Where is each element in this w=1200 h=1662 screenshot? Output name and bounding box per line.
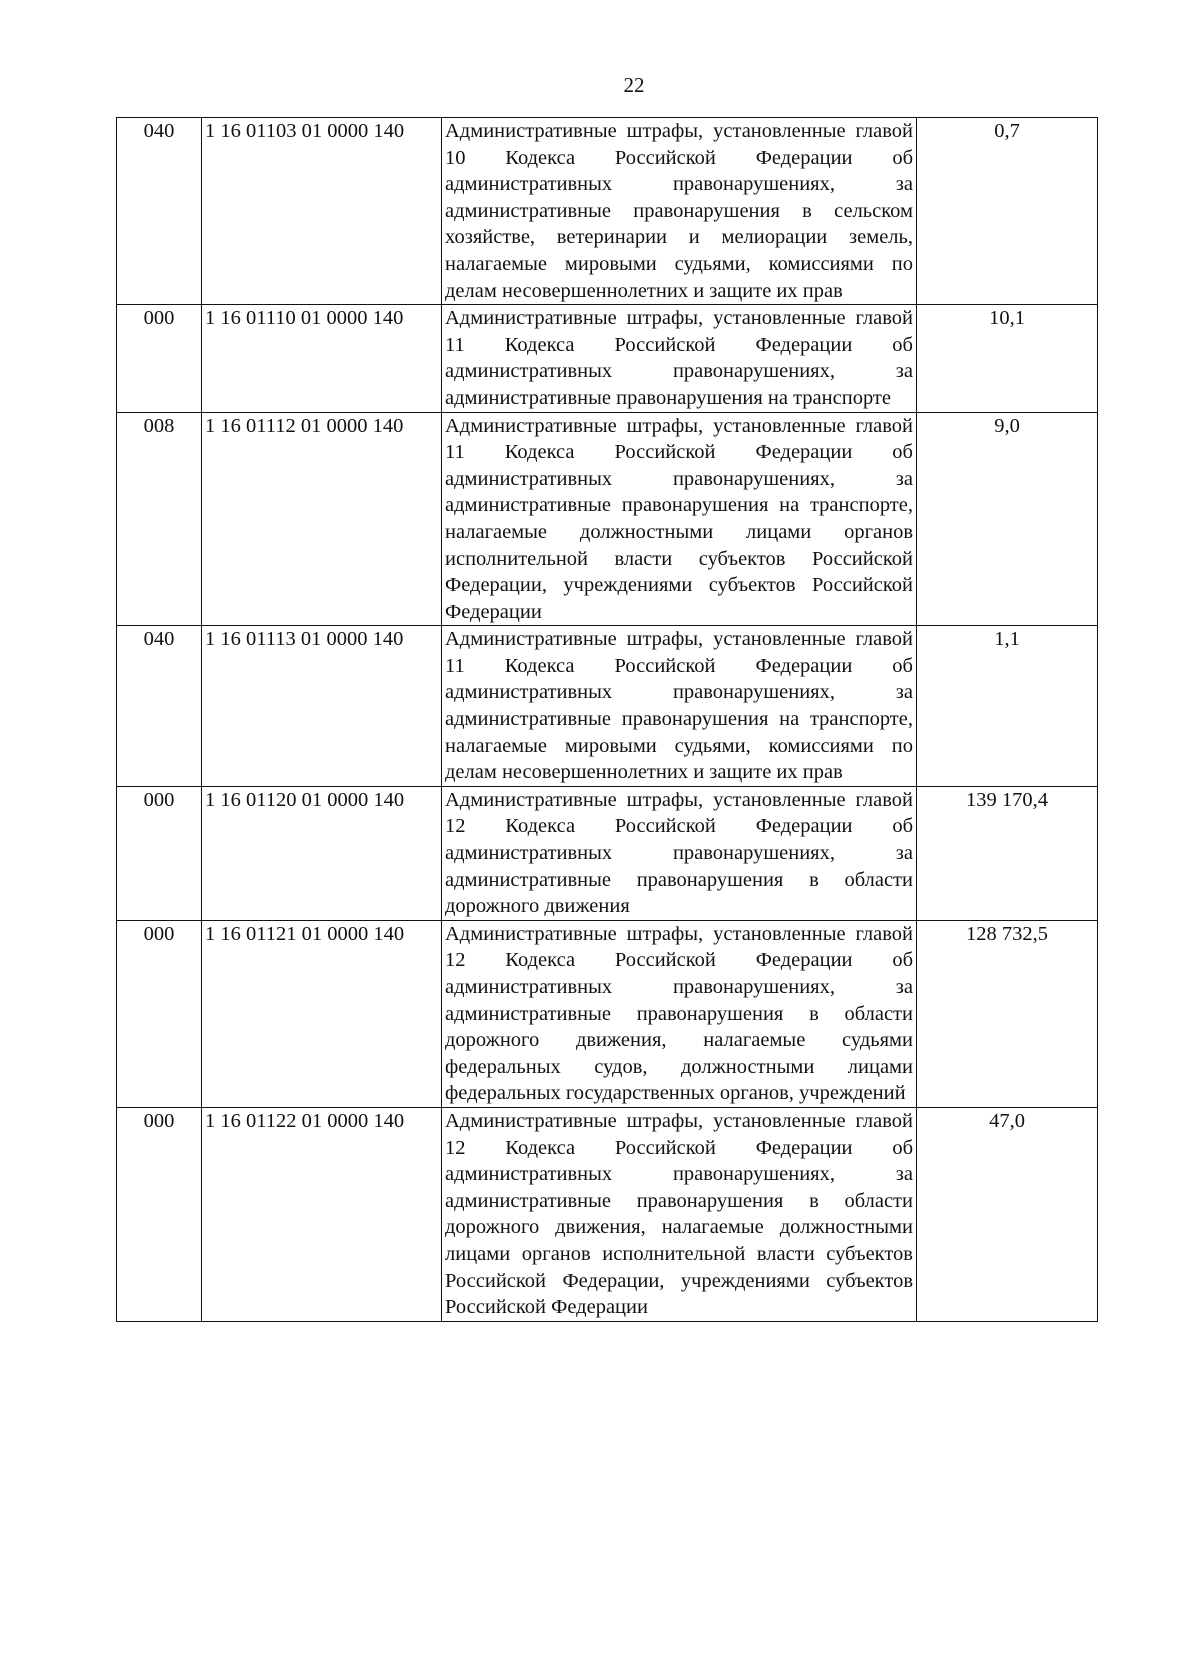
admin-code-cell: 000 xyxy=(117,305,202,412)
table-row xyxy=(117,118,1098,305)
admin-code-cell: 000 xyxy=(117,1107,202,1321)
revenue-name-cell: Административные штрафы, установленные главой 12 Кодекса Российской Федерации об административных правонарушениях, за административные правонарушения в области дорожного движения, налагаемые должностными лицами органов исполнительной власти субъектов Российской Федерации, учреждениями субъектов Российской Федерации xyxy=(442,1107,917,1321)
classification-code-cell: 1 16 01113 01 0000 140 xyxy=(202,626,442,787)
admin-code-cell: 000 xyxy=(117,920,202,1107)
amount-cell: 128 732,5 xyxy=(917,920,1098,1107)
classification-code-cell: 1 16 01122 01 0000 140 xyxy=(202,1107,442,1321)
admin-code-cell: 000 xyxy=(117,786,202,920)
amount-cell: 0,7 xyxy=(917,118,1098,305)
classification-code-cell: 1 16 01112 01 0000 140 xyxy=(202,412,442,626)
classification-code-cell: 1 16 01121 01 0000 140 xyxy=(202,920,442,1107)
table-row xyxy=(117,1107,1098,1321)
revenue-name-cell: Административные штрафы, установленные главой 12 Кодекса Российской Федерации об административных правонарушениях, за административные правонарушения в области дорожного движения xyxy=(442,786,917,920)
page-number: 22 xyxy=(623,73,645,97)
table-row xyxy=(117,786,1098,920)
revenue-name-cell: Административные штрафы, установленные главой 11 Кодекса Российской Федерации об административных правонарушениях, за административные правонарушения на транспорте, налагаемые мировыми судьями, комиссиями по делам несовершеннолетних и защите их прав xyxy=(442,626,917,787)
revenue-name-cell: Административные штрафы, установленные главой 12 Кодекса Российской Федерации об административных правонарушениях, за административные правонарушения в области дорожного движения, налагаемые судьями федеральных судов, должностными лицами федеральных государственных органов, учреждений xyxy=(442,920,917,1107)
table-row xyxy=(117,920,1098,1107)
admin-code-cell: 040 xyxy=(117,118,202,305)
amount-cell: 47,0 xyxy=(917,1107,1098,1321)
admin-code-cell: 040 xyxy=(117,626,202,787)
admin-code-cell: 008 xyxy=(117,412,202,626)
table-row xyxy=(117,305,1098,412)
classification-code-cell: 1 16 01110 01 0000 140 xyxy=(202,305,442,412)
revenue-name-cell: Административные штрафы, установленные главой 11 Кодекса Российской Федерации об административных правонарушениях, за административные правонарушения на транспорте xyxy=(442,305,917,412)
amount-cell: 1,1 xyxy=(917,626,1098,787)
table-row xyxy=(117,412,1098,626)
classification-code-cell: 1 16 01103 01 0000 140 xyxy=(202,118,442,305)
revenue-name-cell: Административные штрафы, установленные главой 10 Кодекса Российской Федерации об административных правонарушениях, за административные правонарушения в сельском хозяйстве, ветеринарии и мелиорации земель, налагаемые мировыми судьями, комиссиями по делам несовершеннолетних и защите их прав xyxy=(442,118,917,305)
revenue-table xyxy=(116,117,1098,1322)
amount-cell: 9,0 xyxy=(917,412,1098,626)
classification-code-cell: 1 16 01120 01 0000 140 xyxy=(202,786,442,920)
amount-cell: 139 170,4 xyxy=(917,786,1098,920)
revenue-name-cell: Административные штрафы, установленные главой 11 Кодекса Российской Федерации об административных правонарушениях, за административные правонарушения на транспорте, налагаемые должностными лицами органов исполнительной власти субъектов Российской Федерации, учреждениями субъектов Российской Федерации xyxy=(442,412,917,626)
amount-cell: 10,1 xyxy=(917,305,1098,412)
table-row xyxy=(117,626,1098,787)
